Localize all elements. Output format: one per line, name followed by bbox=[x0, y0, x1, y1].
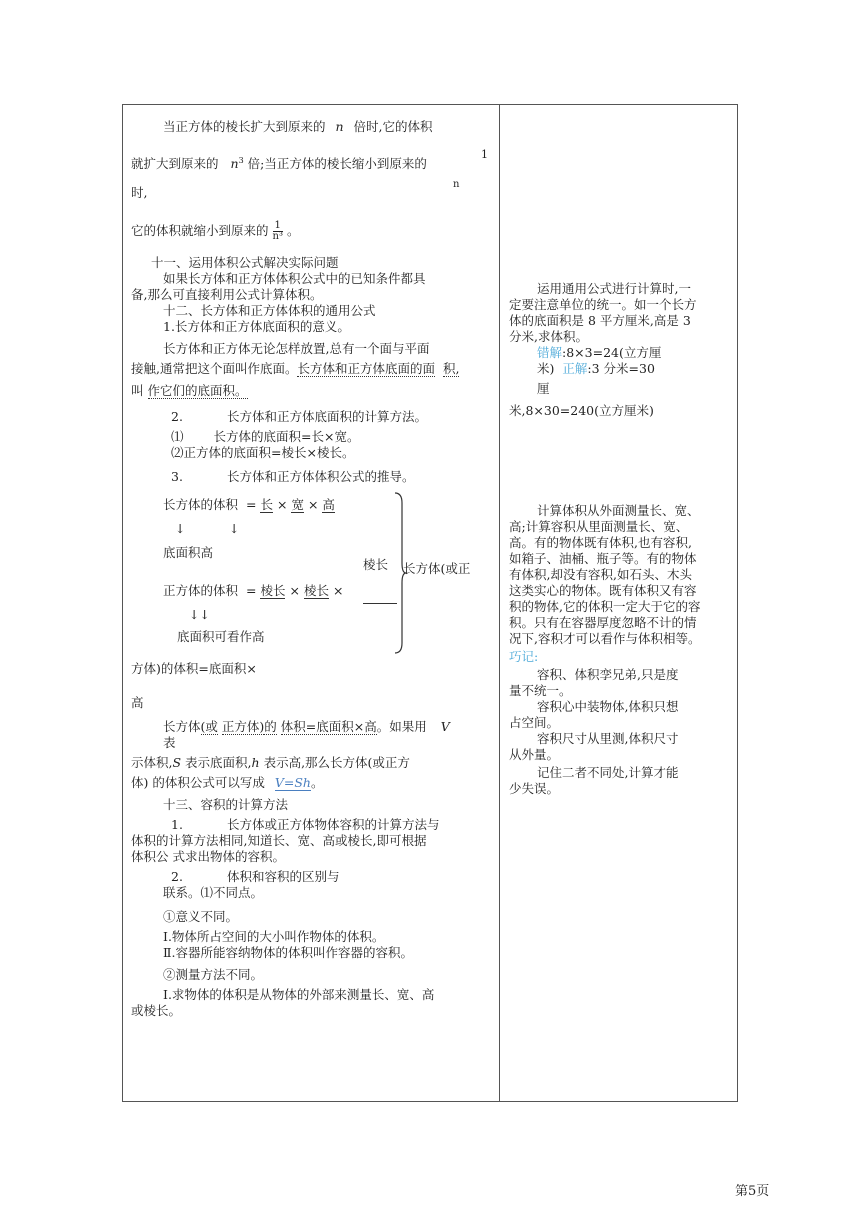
heading-13: 十三、容积的计算方法 bbox=[163, 797, 289, 812]
para-4 bbox=[131, 221, 299, 242]
heading-11: 十一、运用体积公式解决实际问题 bbox=[151, 255, 339, 270]
text: 方体)的体积=底面积× bbox=[131, 661, 257, 676]
mnemonic-title: 巧记: bbox=[509, 649, 539, 664]
text: 表 bbox=[163, 735, 176, 750]
text: 容积、体积孪兄弟,只是度 bbox=[537, 667, 679, 682]
text: 长方体(或正 bbox=[403, 561, 471, 576]
text: 体) 的体积公式可以写成 V=Sh。 bbox=[131, 775, 324, 790]
text: 长方体和正方体无论怎样放置,总有一个面与平面 bbox=[163, 341, 430, 356]
text: 3. 长方体和正方体体积公式的推导。 bbox=[171, 469, 415, 484]
text: 容积心中装物体,体积只想 bbox=[537, 699, 679, 714]
text: 1.长方体和正方体底面积的意义。 bbox=[163, 319, 350, 334]
text: 体积的计算方法相同,知道长、宽、高或棱长,即可根据 bbox=[131, 833, 427, 848]
text: 当正方体的棱长扩大到原来的 bbox=[163, 119, 326, 134]
text: 占空间。 bbox=[509, 715, 560, 730]
text: 接触,通常把这个面叫作底面。长方体和正方体底面的面 积, bbox=[131, 361, 460, 376]
text: 米,8×30=240(立方厘米) bbox=[509, 403, 654, 418]
side-notes-column bbox=[509, 105, 733, 1101]
text: ⑴ 长方体的底面积=长×宽。 bbox=[171, 429, 360, 444]
text: 备,那么可直接利用公式计算体积。 bbox=[131, 287, 323, 302]
text: 记住二者不同处,计算才能 bbox=[537, 765, 679, 780]
text: ②测量方法不同。 bbox=[163, 967, 264, 982]
text: 2. 长方体和正方体底面积的计算方法。 bbox=[171, 409, 427, 424]
column-divider bbox=[499, 105, 500, 1101]
underline bbox=[363, 603, 397, 604]
text: 倍;当正方体的棱长缩小到原来的 bbox=[247, 156, 427, 172]
formula-statement: 长方体(或 正方体)的 体积=底面积×高。如果用 V bbox=[163, 719, 450, 734]
text: 2. 体积和容积的区别与 bbox=[171, 869, 340, 884]
text: 底面积高 bbox=[163, 545, 214, 560]
arrow-down-icon: ↓↓ bbox=[189, 607, 210, 622]
text: 叫 作它们的底面积。 bbox=[131, 383, 248, 398]
fraction: $\frac{1}{\text{n³}}$ bbox=[272, 220, 283, 242]
arrow-down-icon: ↓ bbox=[229, 521, 240, 536]
text: 体积公 式求出物体的容积。 bbox=[131, 849, 285, 864]
para-2 bbox=[131, 153, 427, 172]
fraction-numerator: 1 bbox=[481, 148, 488, 161]
brace-icon bbox=[393, 491, 407, 655]
arrow-down-icon: ↓ bbox=[175, 521, 186, 536]
formula-v-sh: V=Sh bbox=[274, 775, 311, 790]
text: 有体积,却没有容积,如石头、木头 bbox=[509, 567, 692, 582]
wrong-solution: 错解:8×3=24(立方厘 bbox=[537, 345, 662, 360]
var-n: n bbox=[335, 119, 344, 134]
main-column bbox=[131, 105, 491, 1101]
text: 况下,容积才可以看作与体积相等。 bbox=[509, 631, 701, 646]
text: 计算体积从外面测量长、宽、 bbox=[537, 503, 700, 518]
formula-cube: 正方体的体积 = 棱长 × 棱长 × bbox=[163, 583, 344, 598]
text: 底面积可看作高 bbox=[177, 629, 265, 644]
var-n: n bbox=[230, 156, 239, 172]
text: 倍时,它的体积 bbox=[353, 119, 433, 134]
text: Ⅰ.物体所占空间的大小叫作物体的体积。 bbox=[163, 929, 385, 944]
text: 或棱长。 bbox=[131, 1003, 182, 1018]
heading-12: 十二、长方体和正方体体积的通用公式 bbox=[163, 303, 376, 318]
text: 1. 长方体或正方体物体容积的计算方法与 bbox=[171, 817, 440, 832]
text: 棱长 bbox=[363, 557, 389, 572]
text: 示体积,S 表示底面积,h 表示高,那么长方体(或正方 bbox=[131, 755, 410, 770]
text: Ⅰ.求物体的体积是从物体的外部来测量长、宽、高 bbox=[163, 987, 435, 1002]
text: 容积尺寸从里测,体积尺寸 bbox=[537, 731, 679, 746]
text: 积的物体,它的体积一定大于它的容 bbox=[509, 599, 701, 614]
text: 体的底面积是 8 平方厘米,高是 3 bbox=[509, 313, 691, 328]
text: 这类实心的物体。既有体积又有容 bbox=[509, 583, 697, 598]
text: 定要注意单位的统一。如一个长方 bbox=[509, 297, 697, 312]
text: 量不统一。 bbox=[509, 683, 572, 698]
text: 分米,求体积。 bbox=[509, 329, 588, 344]
text: 如果长方体和正方体体积公式中的已知条件都具 bbox=[163, 271, 426, 286]
para-3: 时, bbox=[131, 185, 148, 200]
text: 少失误。 bbox=[509, 781, 560, 796]
text: 高;计算容积从里面测量长、宽、 bbox=[509, 519, 689, 534]
text: Ⅱ.容器所能容纳物体的体积叫作容器的容积。 bbox=[163, 945, 413, 960]
text: 就扩大到原来的 bbox=[131, 156, 219, 172]
text: 从外量。 bbox=[509, 747, 560, 762]
para-1 bbox=[163, 119, 433, 135]
text: 厘 bbox=[537, 381, 550, 396]
text: ⑵正方体的底面积=棱长×棱长。 bbox=[171, 445, 355, 460]
text: 运用通用公式进行计算时,一 bbox=[537, 281, 691, 296]
correct-solution: 米) 正解:3 分米=30 bbox=[537, 361, 655, 376]
page-number: 第5页 bbox=[735, 1184, 770, 1199]
content-table bbox=[122, 104, 738, 1102]
exponent: 3 bbox=[238, 156, 244, 165]
text: 高 bbox=[131, 695, 144, 710]
text: 高。有的物体既有体积,也有容积, bbox=[509, 535, 692, 550]
fraction-denominator: n bbox=[453, 179, 460, 190]
text: ①意义不同。 bbox=[163, 909, 239, 924]
text: 积。只有在容器厚度忽略不计的情 bbox=[509, 615, 697, 630]
text: 。 bbox=[286, 223, 300, 238]
formula-cuboid: 长方体的体积 = 长 × 宽 × 高 bbox=[163, 497, 335, 512]
text: 它的体积就缩小到原来的 bbox=[131, 223, 269, 238]
text: 如箱子、油桶、瓶子等。有的物体 bbox=[509, 551, 697, 566]
text: 联系。⑴不同点。 bbox=[163, 885, 264, 900]
